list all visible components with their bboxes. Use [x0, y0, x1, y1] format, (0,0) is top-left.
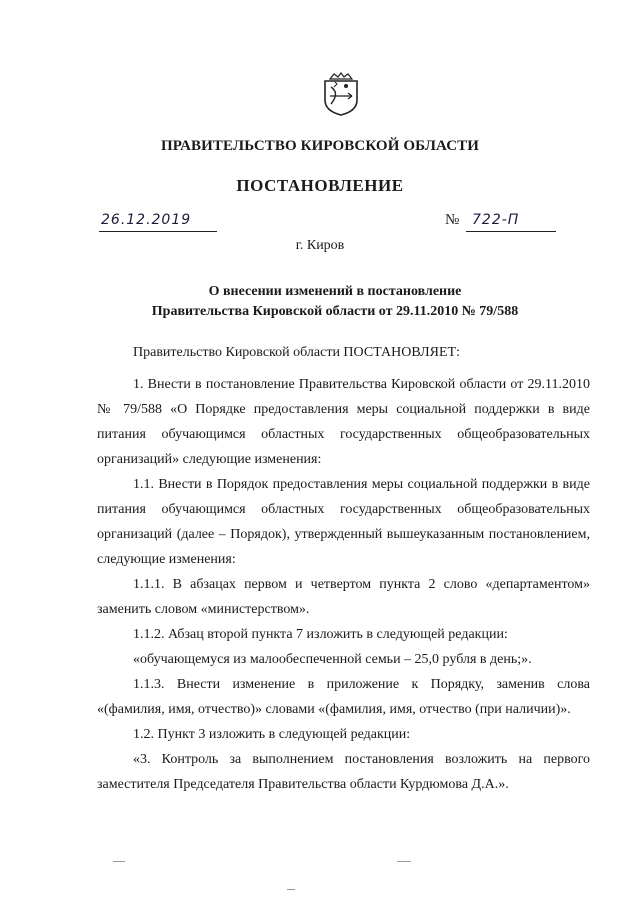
- number-sign: №: [445, 212, 460, 228]
- subject-line-1: О внесении изменений в постановление: [208, 284, 462, 299]
- scan-artifact-right: [397, 861, 411, 862]
- paragraph-item-1-1-2: 1.1.2. Абзац второй пункта 7 изложить в следующей редакции:: [133, 627, 508, 642]
- city-line: г. Киров: [295, 238, 345, 253]
- number-value: 722-П: [472, 212, 520, 228]
- date-field: [99, 212, 217, 232]
- paragraph-item-1-1-1: 1.1.1. В абзацах первом и четвертом пункта 2 слово «департаментом» заменить словом «министерством».: [97, 577, 590, 617]
- document-body: [97, 340, 590, 797]
- organization-title: ПРАВИТЕЛЬСТВО КИРОВСКОЙ ОБЛАСТИ: [161, 138, 479, 154]
- paragraph-item-1-2: 1.2. Пункт 3 изложить в следующей редакции:: [133, 727, 411, 742]
- date-value: 26.12.2019: [101, 212, 192, 228]
- paragraph-item-1-1-3: 1.1.3. Внести изменение в приложение к Порядку, заменив слова «(фамилия, имя, отчество)» словами «(фамилия, имя, отчество (при наличии)».: [97, 677, 590, 717]
- scan-artifact-bottom: [287, 889, 295, 890]
- paragraph-item-1-1: 1.1. Внести в Порядок предоставления меры социальной поддержки в виде питания обучающимся областных государственных общеобразовательных организаций (далее – Порядок), утвержденный вышеуказанным постановлением, следующие изменения:: [97, 477, 590, 567]
- kirov-coat-of-arms-icon: [322, 70, 360, 116]
- document-subject: [0, 282, 640, 322]
- preamble: Правительство Кировской области ПОСТАНОВЛЯЕТ:: [133, 345, 460, 360]
- paragraph-item-1-1-2-quote: «обучающемуся из малообеспеченной семьи – 25,0 рубля в день;».: [133, 652, 532, 667]
- paragraph-item-1-2-quote: «3. Контроль за выполнением постановления возложить на первого заместителя Председателя Правительства области Курдюмова Д.А.».: [97, 752, 590, 792]
- subject-line-2: Правительства Кировской области от 29.11.2010 № 79/588: [151, 304, 519, 319]
- paragraph-item-1: 1. Внести в постановление Правительства Кировской области от 29.11.2010 № 79/588 «О Порядке предоставления меры социальной поддержки в виде питания обучающимся областных государственных общеобразовательных организаций» следующие изменения:: [97, 377, 590, 467]
- document-type-title: ПОСТАНОВЛЕНИЕ: [236, 176, 404, 195]
- scan-artifact-left: [113, 861, 125, 862]
- number-field: [466, 212, 556, 232]
